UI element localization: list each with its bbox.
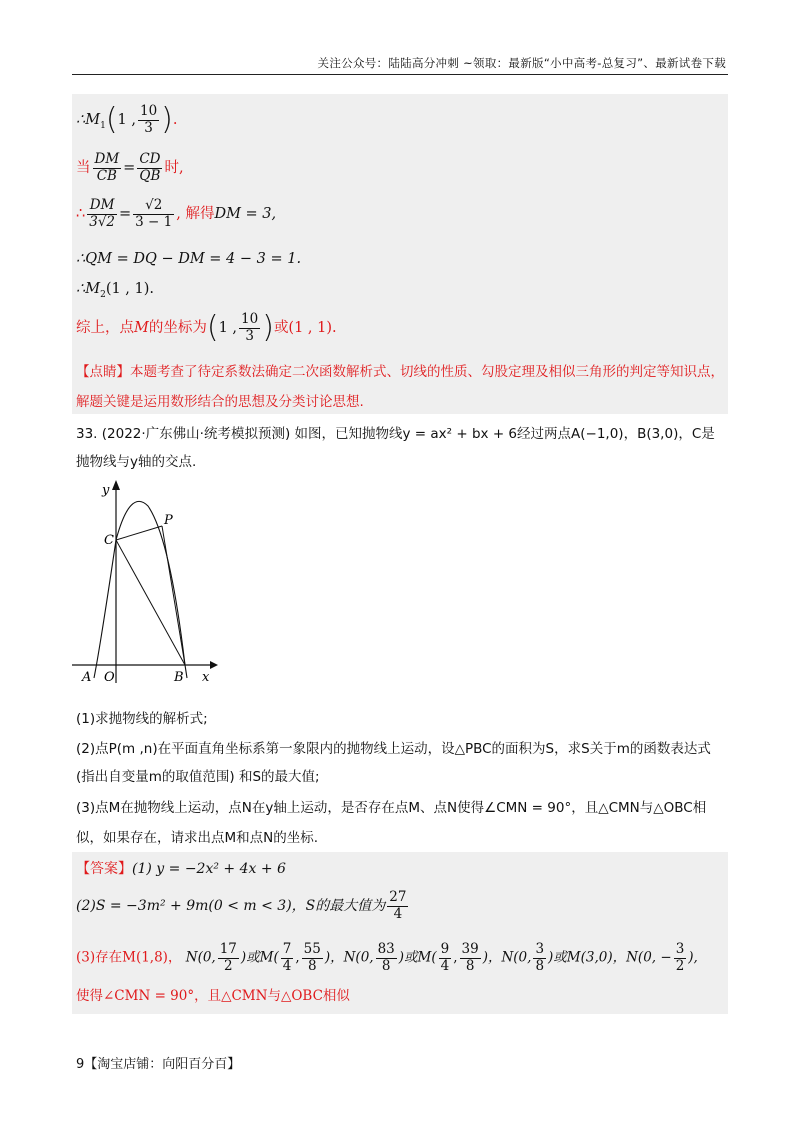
question-1: (1)求抛物线的解析式; <box>76 711 208 727</box>
answer-2: (2)S = −3m² + 9m(0 < m < 3)，S的最大值为 $\frac{27}{4}$ <box>76 889 407 922</box>
answer-1: 【答案】(1) y = −2x² + 4x + 6 <box>76 861 286 877</box>
answer-3: (3)存在M(1,8)， N(0, $\frac{17}{2}$ )或M( $\frac{7}{4}$ , $\frac{55}{8}$ )，N(0, $\frac{83}{8}$ )或M( $\frac{9}{4}$ , $\frac{39}{8}$ )，N(0, $\frac{3}{8}$ )或M(3,0)，N(0, − $\frac{3}{2}$ ), <box>76 941 698 974</box>
solution-summary: 综上，点M的坐标为(1 , $\frac{10}{3}$ )或(1 , 1). <box>76 310 337 346</box>
label-P: P <box>164 513 173 528</box>
solution-qm: ∴QM = DQ − DM = 4 − 3 = 1. <box>76 251 302 267</box>
solution-solve: ∴ $\frac{DM}{3√2}$ = $\frac{√2}{3 - 1}$ , 解得DM = 3, <box>76 197 277 230</box>
page-footer: 9【淘宝店铺：向阳百分百】 <box>76 1057 241 1072</box>
question-3: (3)点M在抛物线上运动，点N在y轴上运动，是否存在点M、点N使得∠CMN = 90°，且△CMN与△OBC相似，如果存在，请求出点M和点N的坐标. <box>76 800 707 846</box>
question-2: (2)点P(m ,n)在平面直角坐标系第一象限内的抛物线上运动，设△PBC的面积为S，求S关于m的函数表达式 (指出自变量m的取值范围) 和S的最大值; <box>76 741 711 785</box>
label-C: C <box>104 533 114 548</box>
solution-comment: 【点睛】本题考查了待定系数法确定二次函数解析式、切线的性质、勾股定理及相似三角形的判定等知识点，解题关键是运用数形结合的思想及分类讨论思想. <box>76 364 724 410</box>
parabola-figure <box>70 478 230 688</box>
solution-condition: 当 $\frac{DM}{CB}$ = $\frac{CD}{QB}$ 时, <box>76 151 184 184</box>
label-x: x <box>202 670 210 685</box>
solution-m1: $\therefore M_1(1$ , $\frac{10}{3}$ ). <box>76 102 178 138</box>
header-rule <box>72 74 728 75</box>
page-header: 关注公众号：陆陆高分冲刺 ~领取：最新版“小中高考-总复习”、最新试卷下载 <box>317 56 726 70</box>
solution-m2: $\therefore M_2(1$ , 1). <box>76 281 155 300</box>
label-B: B <box>174 670 184 685</box>
label-O: O <box>104 670 115 685</box>
label-y: y <box>102 483 110 498</box>
answer-3-tail: 使得∠CMN = 90°，且△CMN与△OBC相似 <box>76 988 350 1004</box>
problem-intro: 33. (2022·广东佛山·统考模拟预测) 如图，已知抛物线y = ax² + bx + 6经过两点A(−1,0)，B(3,0)，C是抛物线与y轴的交点. <box>76 426 715 470</box>
label-A: A <box>82 670 92 685</box>
